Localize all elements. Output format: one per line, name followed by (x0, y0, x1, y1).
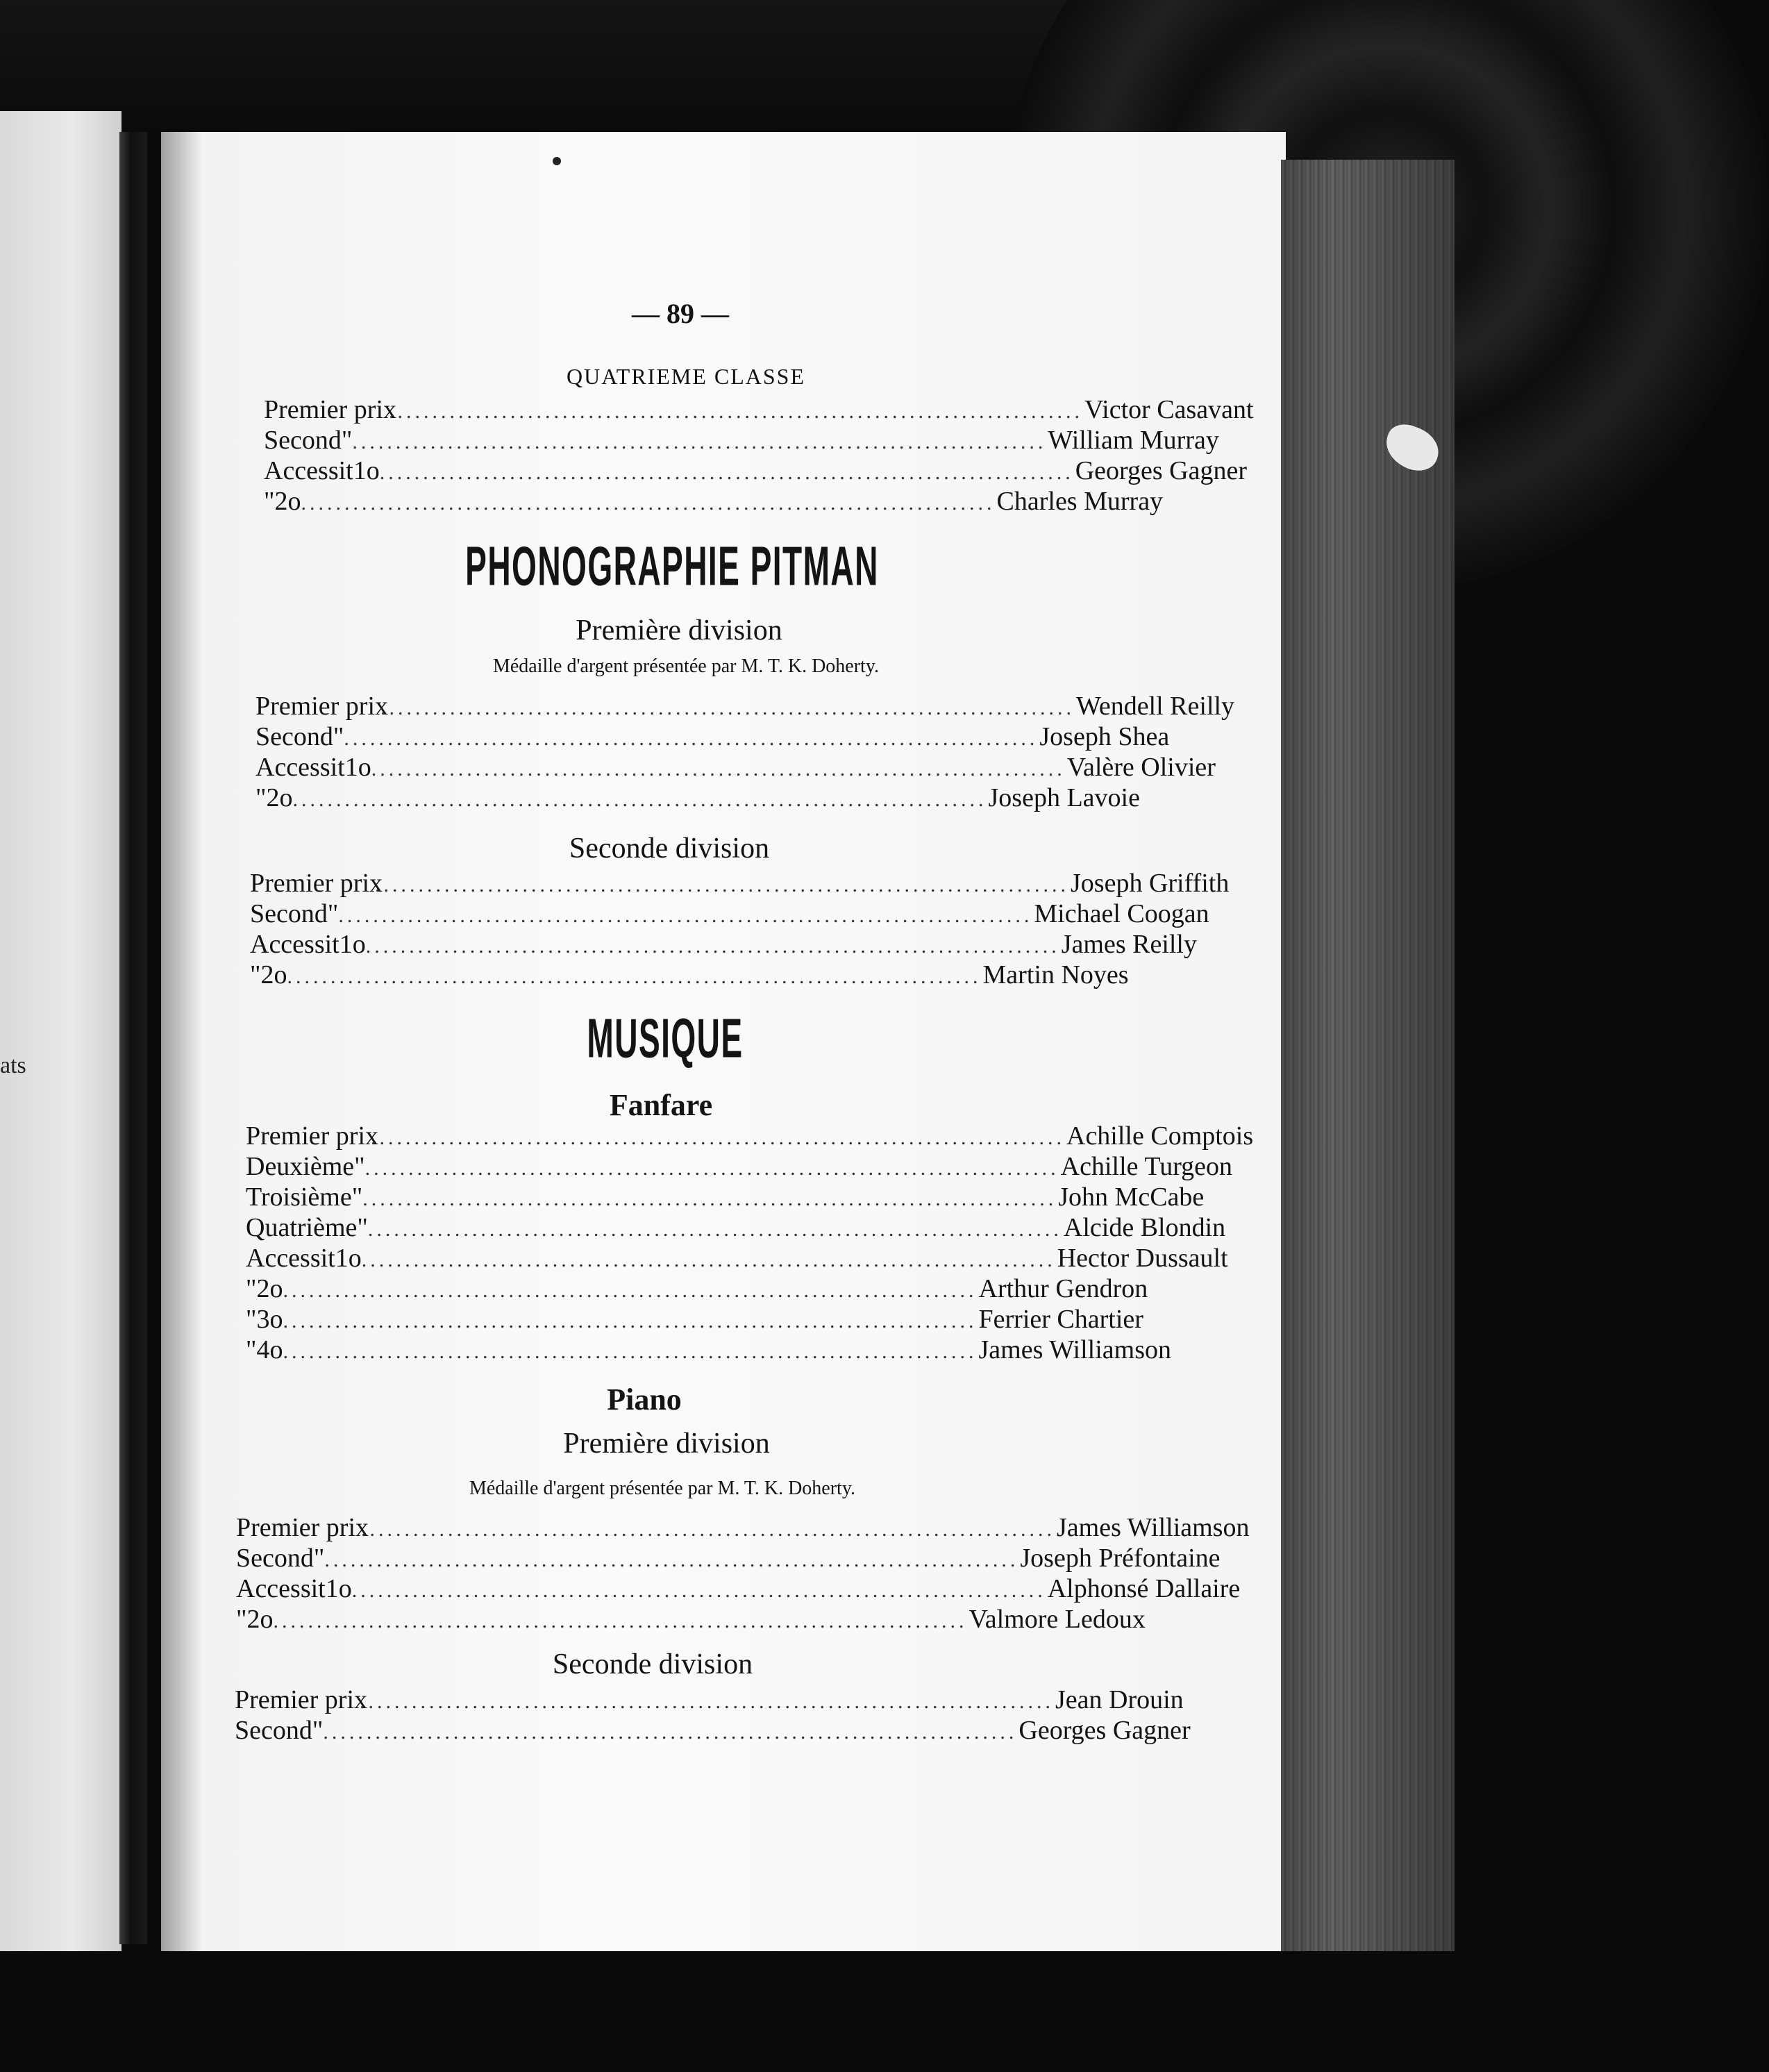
prize-sub: " (341, 426, 353, 455)
fanfare-title: Fanfare (609, 1088, 713, 1122)
winner-name: Valère Olivier (1066, 753, 1216, 782)
division-title: Seconde division (569, 833, 770, 864)
prize-sub: 1o (325, 1574, 352, 1603)
prize-row (255, 691, 1235, 721)
leader-dots: ................................................................................ (389, 400, 1083, 423)
winner-name: Georges Gagner (1018, 1716, 1191, 1745)
prize-sub: 1o (339, 930, 366, 959)
prize-row (246, 1212, 1226, 1243)
winner-name: James Williamson (1057, 1513, 1250, 1542)
winner-name: Wendell Reilly (1076, 692, 1235, 721)
prize-row (236, 1573, 1241, 1604)
winner-name: John McCabe (1058, 1183, 1205, 1212)
winner-name: Martin Noyes (982, 960, 1129, 989)
winner-name: Michael Coogan (1034, 899, 1209, 928)
prize-sub: 2o (266, 783, 293, 812)
division-title: Première division (563, 1428, 770, 1460)
prize-sub: 2o (246, 1605, 274, 1634)
leader-dots: ................................................................................ (375, 874, 1069, 896)
winner-name: Georges Gagner (1075, 456, 1247, 485)
prize-label: Premier prix (250, 869, 383, 898)
leader-dots: ................................................................................ (292, 788, 987, 811)
prize-sub: 1o (344, 753, 371, 782)
prize-label: Premier prix (246, 1121, 379, 1151)
leader-dots: ................................................................................ (364, 1157, 1059, 1180)
left-page-text-fragment: ats (0, 1053, 26, 1078)
winner-name: Victor Casavant (1084, 395, 1254, 424)
winner-name: James Williamson (978, 1335, 1171, 1364)
leader-dots: ................................................................................ (367, 1218, 1062, 1241)
winner-name: Achille Comptois (1066, 1121, 1254, 1151)
prize-row (264, 394, 1254, 425)
leader-dots: ................................................................................ (287, 965, 982, 988)
winner-name: Alcide Blondin (1063, 1213, 1226, 1242)
leader-dots: ................................................................................ (352, 431, 1047, 453)
prize-row (250, 960, 1129, 990)
winner-name: Jean Drouin (1055, 1685, 1184, 1714)
prize-label: " (250, 960, 261, 989)
quatrieme-classe-title: QUATRIEME CLASSE (566, 364, 806, 389)
prize-row (255, 752, 1216, 783)
leader-dots: ................................................................................ (379, 461, 1074, 484)
leader-dots: ................................................................................ (371, 1126, 1065, 1149)
leader-dots: ................................................................................ (360, 1690, 1054, 1713)
prize-label: Premier prix (236, 1513, 369, 1542)
leader-dots: ................................................................................ (338, 904, 1033, 927)
prize-row (246, 1151, 1233, 1182)
winner-name: James Reilly (1061, 930, 1197, 959)
prize-row (264, 425, 1219, 456)
prize-sub: 4o (256, 1335, 283, 1364)
leader-dots: ................................................................................ (361, 1518, 1055, 1541)
prize-row (246, 1243, 1228, 1273)
prize-label: Accessit (236, 1574, 326, 1603)
prize-label: Premier prix (255, 692, 389, 721)
prize-row (236, 1604, 1146, 1635)
prize-sub: " (333, 722, 344, 751)
prize-row (250, 929, 1197, 960)
prize-row (255, 721, 1170, 752)
leader-dots: ................................................................................ (324, 1548, 1019, 1571)
prize-row (246, 1335, 1171, 1365)
prize-sub: " (357, 1213, 368, 1242)
prize-sub: " (351, 1183, 363, 1212)
prize-label: Accessit (246, 1244, 335, 1273)
medal-note: Médaille d'argent présentée par M. T. K. Doherty. (492, 655, 880, 677)
prize-label: Second (255, 722, 333, 751)
prize-row (264, 456, 1247, 486)
winner-name: Valmore Ledoux (969, 1605, 1146, 1634)
winner-name: Joseph Lavoie (988, 783, 1140, 812)
prize-sub: " (354, 1152, 365, 1181)
leader-dots: ................................................................................ (362, 1187, 1057, 1210)
phonographie-banner: PHONOGRAPHIE PITMAN (465, 535, 879, 597)
winner-name: Joseph Shea (1039, 722, 1170, 751)
prize-sub: " (327, 899, 339, 928)
prize-label: Second (264, 426, 342, 455)
leader-dots: ................................................................................ (361, 1248, 1056, 1271)
prize-row (255, 783, 1140, 813)
winner-name: Joseph Préfontaine (1020, 1544, 1221, 1573)
prize-row (246, 1121, 1254, 1151)
prize-label: " (246, 1274, 257, 1303)
prize-row (246, 1182, 1205, 1212)
winner-name: Joseph Griffith (1071, 869, 1230, 898)
prize-label: " (246, 1335, 257, 1364)
prize-sub: 1o (335, 1244, 362, 1273)
musique-banner: MUSIQUE (587, 1007, 744, 1069)
page-number: — 89 — (632, 298, 729, 329)
prize-sub: " (312, 1716, 324, 1745)
prize-label: Troisième (246, 1183, 352, 1212)
winner-name: Hector Dussault (1057, 1244, 1228, 1273)
winner-name: Arthur Gendron (978, 1274, 1148, 1303)
prize-label: Accessit (264, 456, 353, 485)
prize-sub: 2o (274, 487, 301, 516)
prize-label: " (255, 783, 267, 812)
prize-sub: " (313, 1544, 325, 1573)
leader-dots: ................................................................................ (344, 727, 1039, 750)
leader-dots: ................................................................................ (380, 696, 1075, 719)
prize-label: Accessit (255, 753, 345, 782)
prize-label: Premier prix (235, 1685, 368, 1714)
medal-note: Médaille d'argent présentée par M. T. K. Doherty. (469, 1478, 856, 1499)
prize-row (235, 1685, 1184, 1715)
prize-label: " (264, 487, 275, 516)
prize-label: " (246, 1305, 257, 1334)
leader-dots: ................................................................................ (365, 935, 1060, 958)
prize-label: Second (250, 899, 328, 928)
prize-row (236, 1512, 1250, 1543)
leader-dots: ................................................................................ (301, 492, 996, 515)
leader-dots: ................................................................................ (273, 1610, 968, 1632)
prize-sub: 1o (353, 456, 380, 485)
winner-name: Charles Murray (996, 487, 1164, 516)
leader-dots: ................................................................................ (283, 1279, 978, 1302)
prize-row (235, 1715, 1191, 1746)
prize-label: Accessit (250, 930, 339, 959)
prize-row (250, 899, 1209, 929)
prize-row (250, 868, 1230, 899)
prize-row (264, 486, 1164, 517)
prize-sub: 2o (260, 960, 287, 989)
leader-dots: ................................................................................ (283, 1340, 978, 1363)
leader-dots: ................................................................................ (371, 758, 1066, 780)
division-title: Seconde division (552, 1648, 753, 1680)
winner-name: William Murray (1048, 426, 1219, 455)
prize-sub: 2o (256, 1274, 283, 1303)
prize-row (246, 1304, 1143, 1335)
prize-label: Second (235, 1716, 312, 1745)
prize-label: " (236, 1605, 247, 1634)
winner-name: Ferrier Chartier (978, 1305, 1143, 1334)
winner-name: Achille Turgeon (1060, 1152, 1233, 1181)
piano-title: Piano (607, 1382, 682, 1417)
leader-dots: ................................................................................ (283, 1310, 978, 1332)
prize-label: Quatrième (246, 1213, 358, 1242)
winner-name: Alphonsé Dallaire (1047, 1574, 1241, 1603)
prize-label: Premier prix (264, 395, 397, 424)
leader-dots: ................................................................................ (323, 1721, 1018, 1744)
prize-row (246, 1273, 1148, 1304)
prize-label: Deuxième (246, 1152, 355, 1181)
division-title: Première division (576, 615, 782, 646)
prize-row (236, 1543, 1221, 1573)
leader-dots: ................................................................................ (351, 1579, 1046, 1602)
prize-sub: 3o (256, 1305, 283, 1334)
prize-label: Second (236, 1544, 314, 1573)
